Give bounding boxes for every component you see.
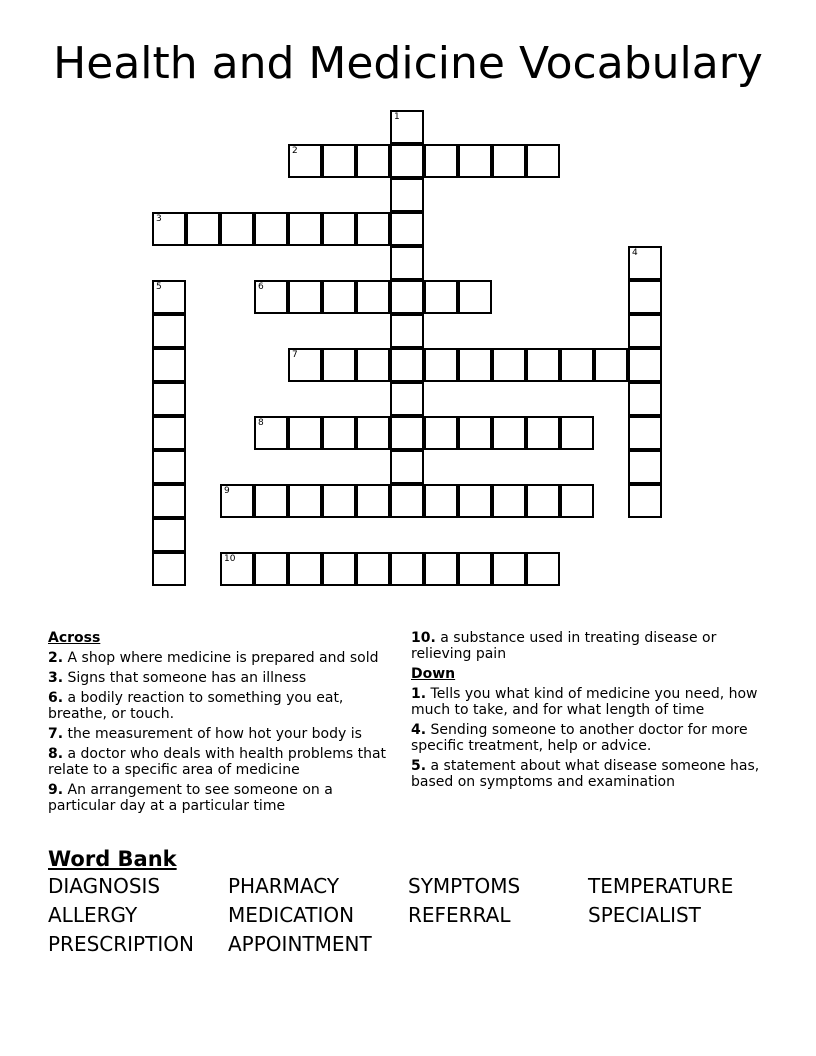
- grid-cell[interactable]: [628, 416, 662, 450]
- clues-right-column: [411, 630, 771, 794]
- clue-item: [48, 670, 388, 686]
- clue-text: An arrangement to see someone on a particular day at a particular time: [48, 782, 333, 814]
- grid-cell[interactable]: [492, 552, 526, 586]
- clue-text: a bodily reaction to something you eat, breathe, or touch.: [48, 690, 344, 722]
- clue-number: 8.: [48, 746, 64, 762]
- grid-cell[interactable]: [424, 484, 458, 518]
- grid-cell[interactable]: [390, 178, 424, 212]
- clue-item: [411, 686, 771, 718]
- grid-cell[interactable]: [220, 484, 254, 518]
- grid-cell[interactable]: [322, 212, 356, 246]
- grid-cell[interactable]: [254, 484, 288, 518]
- clue-number: 3.: [48, 670, 64, 686]
- grid-cell[interactable]: [288, 348, 322, 382]
- grid-cell[interactable]: [186, 212, 220, 246]
- grid-cell[interactable]: [390, 348, 424, 382]
- grid-cell[interactable]: [254, 280, 288, 314]
- clue-number: 10.: [411, 630, 436, 646]
- clue-item: [411, 722, 771, 754]
- word-bank-item: PRESCRIPTION: [48, 932, 194, 956]
- grid-cell[interactable]: [560, 484, 594, 518]
- clue-item: [48, 690, 388, 722]
- clue-number-label: 3: [156, 214, 162, 224]
- grid-cell[interactable]: [322, 280, 356, 314]
- grid-cell[interactable]: [526, 348, 560, 382]
- clue-number-label: 9: [224, 486, 230, 496]
- across-clue-list-continued: [411, 630, 771, 662]
- grid-cell[interactable]: [152, 314, 186, 348]
- clue-number: 6.: [48, 690, 64, 706]
- word-bank-item: TEMPERATURE: [588, 874, 734, 898]
- grid-cell[interactable]: [322, 552, 356, 586]
- clues-left-column: [48, 630, 388, 818]
- grid-cell[interactable]: [356, 280, 390, 314]
- word-bank-item: REFERRAL: [408, 903, 511, 927]
- grid-cell[interactable]: [390, 314, 424, 348]
- grid-cell[interactable]: [322, 348, 356, 382]
- grid-cell[interactable]: [628, 484, 662, 518]
- clue-number-label: 8: [258, 418, 264, 428]
- grid-cell[interactable]: [288, 552, 322, 586]
- word-bank-item: SPECIALIST: [588, 903, 701, 927]
- clue-item: [48, 650, 388, 666]
- grid-cell[interactable]: [152, 382, 186, 416]
- grid-cell[interactable]: [288, 484, 322, 518]
- across-heading: Across: [48, 630, 101, 646]
- grid-cell[interactable]: [152, 552, 186, 586]
- grid-cell[interactable]: [356, 484, 390, 518]
- grid-cell[interactable]: [152, 416, 186, 450]
- grid-cell[interactable]: [254, 552, 288, 586]
- grid-cell[interactable]: [390, 552, 424, 586]
- grid-cell[interactable]: [152, 484, 186, 518]
- grid-cell[interactable]: [526, 416, 560, 450]
- grid-cell[interactable]: [594, 348, 628, 382]
- grid-cell[interactable]: [526, 552, 560, 586]
- word-bank-item: ALLERGY: [48, 903, 138, 927]
- clue-number: 7.: [48, 726, 64, 742]
- down-heading: Down: [411, 666, 456, 682]
- grid-cell[interactable]: [458, 280, 492, 314]
- grid-cell[interactable]: [322, 144, 356, 178]
- clue-item: [48, 746, 388, 778]
- grid-cell[interactable]: [220, 552, 254, 586]
- grid-cell[interactable]: [390, 212, 424, 246]
- clue-text: a doctor who deals with health problems that relate to a specific area of medicine: [48, 746, 387, 778]
- grid-cell[interactable]: [390, 144, 424, 178]
- word-bank-title: Word Bank: [48, 847, 177, 871]
- clue-text: the measurement of how hot your body is: [67, 726, 362, 742]
- grid-cell[interactable]: [152, 518, 186, 552]
- clue-item: [48, 726, 388, 742]
- grid-cell[interactable]: [152, 348, 186, 382]
- grid-cell[interactable]: [628, 246, 662, 280]
- grid-cell[interactable]: [390, 450, 424, 484]
- clue-text: Signs that someone has an illness: [67, 670, 307, 686]
- grid-cell[interactable]: [152, 212, 186, 246]
- clue-text: Tells you what kind of medicine you need, how much to take, and for what length of time: [411, 686, 758, 718]
- grid-cell[interactable]: [390, 110, 424, 144]
- grid-cell[interactable]: [288, 144, 322, 178]
- grid-cell[interactable]: [424, 280, 458, 314]
- grid-cell[interactable]: [560, 348, 594, 382]
- clue-number: 5.: [411, 758, 427, 774]
- clue-text: A shop where medicine is prepared and sold: [67, 650, 379, 666]
- grid-cell[interactable]: [526, 144, 560, 178]
- grid-cell[interactable]: [458, 484, 492, 518]
- clue-text: a statement about what disease someone has, based on symptoms and examination: [411, 758, 760, 790]
- grid-cell[interactable]: [356, 212, 390, 246]
- clue-number: 2.: [48, 650, 64, 666]
- page-title: Health and Medicine Vocabulary: [53, 38, 763, 89]
- clue-number-label: 4: [632, 248, 638, 258]
- grid-cell[interactable]: [424, 552, 458, 586]
- word-bank-item: PHARMACY: [228, 874, 340, 898]
- down-clue-list: [411, 686, 771, 790]
- grid-cell[interactable]: [492, 144, 526, 178]
- clue-number-label: 10: [224, 554, 236, 564]
- word-bank-item: APPOINTMENT: [228, 932, 372, 956]
- grid-cell[interactable]: [492, 348, 526, 382]
- word-bank-item: DIAGNOSIS: [48, 874, 161, 898]
- grid-cell[interactable]: [458, 348, 492, 382]
- clue-item: [411, 758, 771, 790]
- grid-cell[interactable]: [152, 450, 186, 484]
- grid-cell[interactable]: [492, 416, 526, 450]
- clue-number-label: 7: [292, 350, 298, 360]
- grid-cell[interactable]: [152, 280, 186, 314]
- grid-cell[interactable]: [628, 450, 662, 484]
- clue-text: Sending someone to another doctor for more specific treatment, help or advice.: [411, 722, 748, 754]
- grid-cell[interactable]: [390, 246, 424, 280]
- clue-item: [48, 782, 388, 814]
- grid-cell[interactable]: [492, 484, 526, 518]
- grid-cell[interactable]: [254, 416, 288, 450]
- grid-cell[interactable]: [356, 144, 390, 178]
- word-bank-item: SYMPTOMS: [408, 874, 521, 898]
- grid-cell[interactable]: [288, 212, 322, 246]
- grid-cell[interactable]: [288, 416, 322, 450]
- grid-cell[interactable]: [390, 382, 424, 416]
- grid-cell[interactable]: [390, 416, 424, 450]
- grid-cell[interactable]: [628, 382, 662, 416]
- grid-cell[interactable]: [628, 280, 662, 314]
- grid-cell[interactable]: [424, 144, 458, 178]
- grid-cell[interactable]: [356, 416, 390, 450]
- clue-number: 1.: [411, 686, 427, 702]
- clue-text: a substance used in treating disease or relieving pain: [411, 630, 717, 662]
- grid-cell[interactable]: [220, 212, 254, 246]
- grid-cell[interactable]: [288, 280, 322, 314]
- word-bank-item: MEDICATION: [228, 903, 355, 927]
- grid-cell[interactable]: [322, 484, 356, 518]
- clue-number-label: 5: [156, 282, 162, 292]
- grid-cell[interactable]: [424, 348, 458, 382]
- grid-cell[interactable]: [458, 416, 492, 450]
- grid-cell[interactable]: [356, 552, 390, 586]
- grid-cell[interactable]: [390, 280, 424, 314]
- grid-cell[interactable]: [254, 212, 288, 246]
- grid-cell[interactable]: [322, 416, 356, 450]
- grid-cell[interactable]: [628, 348, 662, 382]
- clue-number-label: 2: [292, 146, 298, 156]
- grid-cell[interactable]: [526, 484, 560, 518]
- grid-cell[interactable]: [424, 416, 458, 450]
- grid-cell[interactable]: [390, 484, 424, 518]
- clue-number-label: 6: [258, 282, 264, 292]
- clue-number-label: 1: [394, 112, 400, 122]
- across-clue-list: [48, 650, 388, 814]
- clue-number: 9.: [48, 782, 64, 798]
- clue-item: [411, 630, 771, 662]
- grid-cell[interactable]: [628, 314, 662, 348]
- grid-cell[interactable]: [356, 348, 390, 382]
- grid-cell[interactable]: [560, 416, 594, 450]
- grid-cell[interactable]: [458, 144, 492, 178]
- grid-cell[interactable]: [458, 552, 492, 586]
- clue-number: 4.: [411, 722, 427, 738]
